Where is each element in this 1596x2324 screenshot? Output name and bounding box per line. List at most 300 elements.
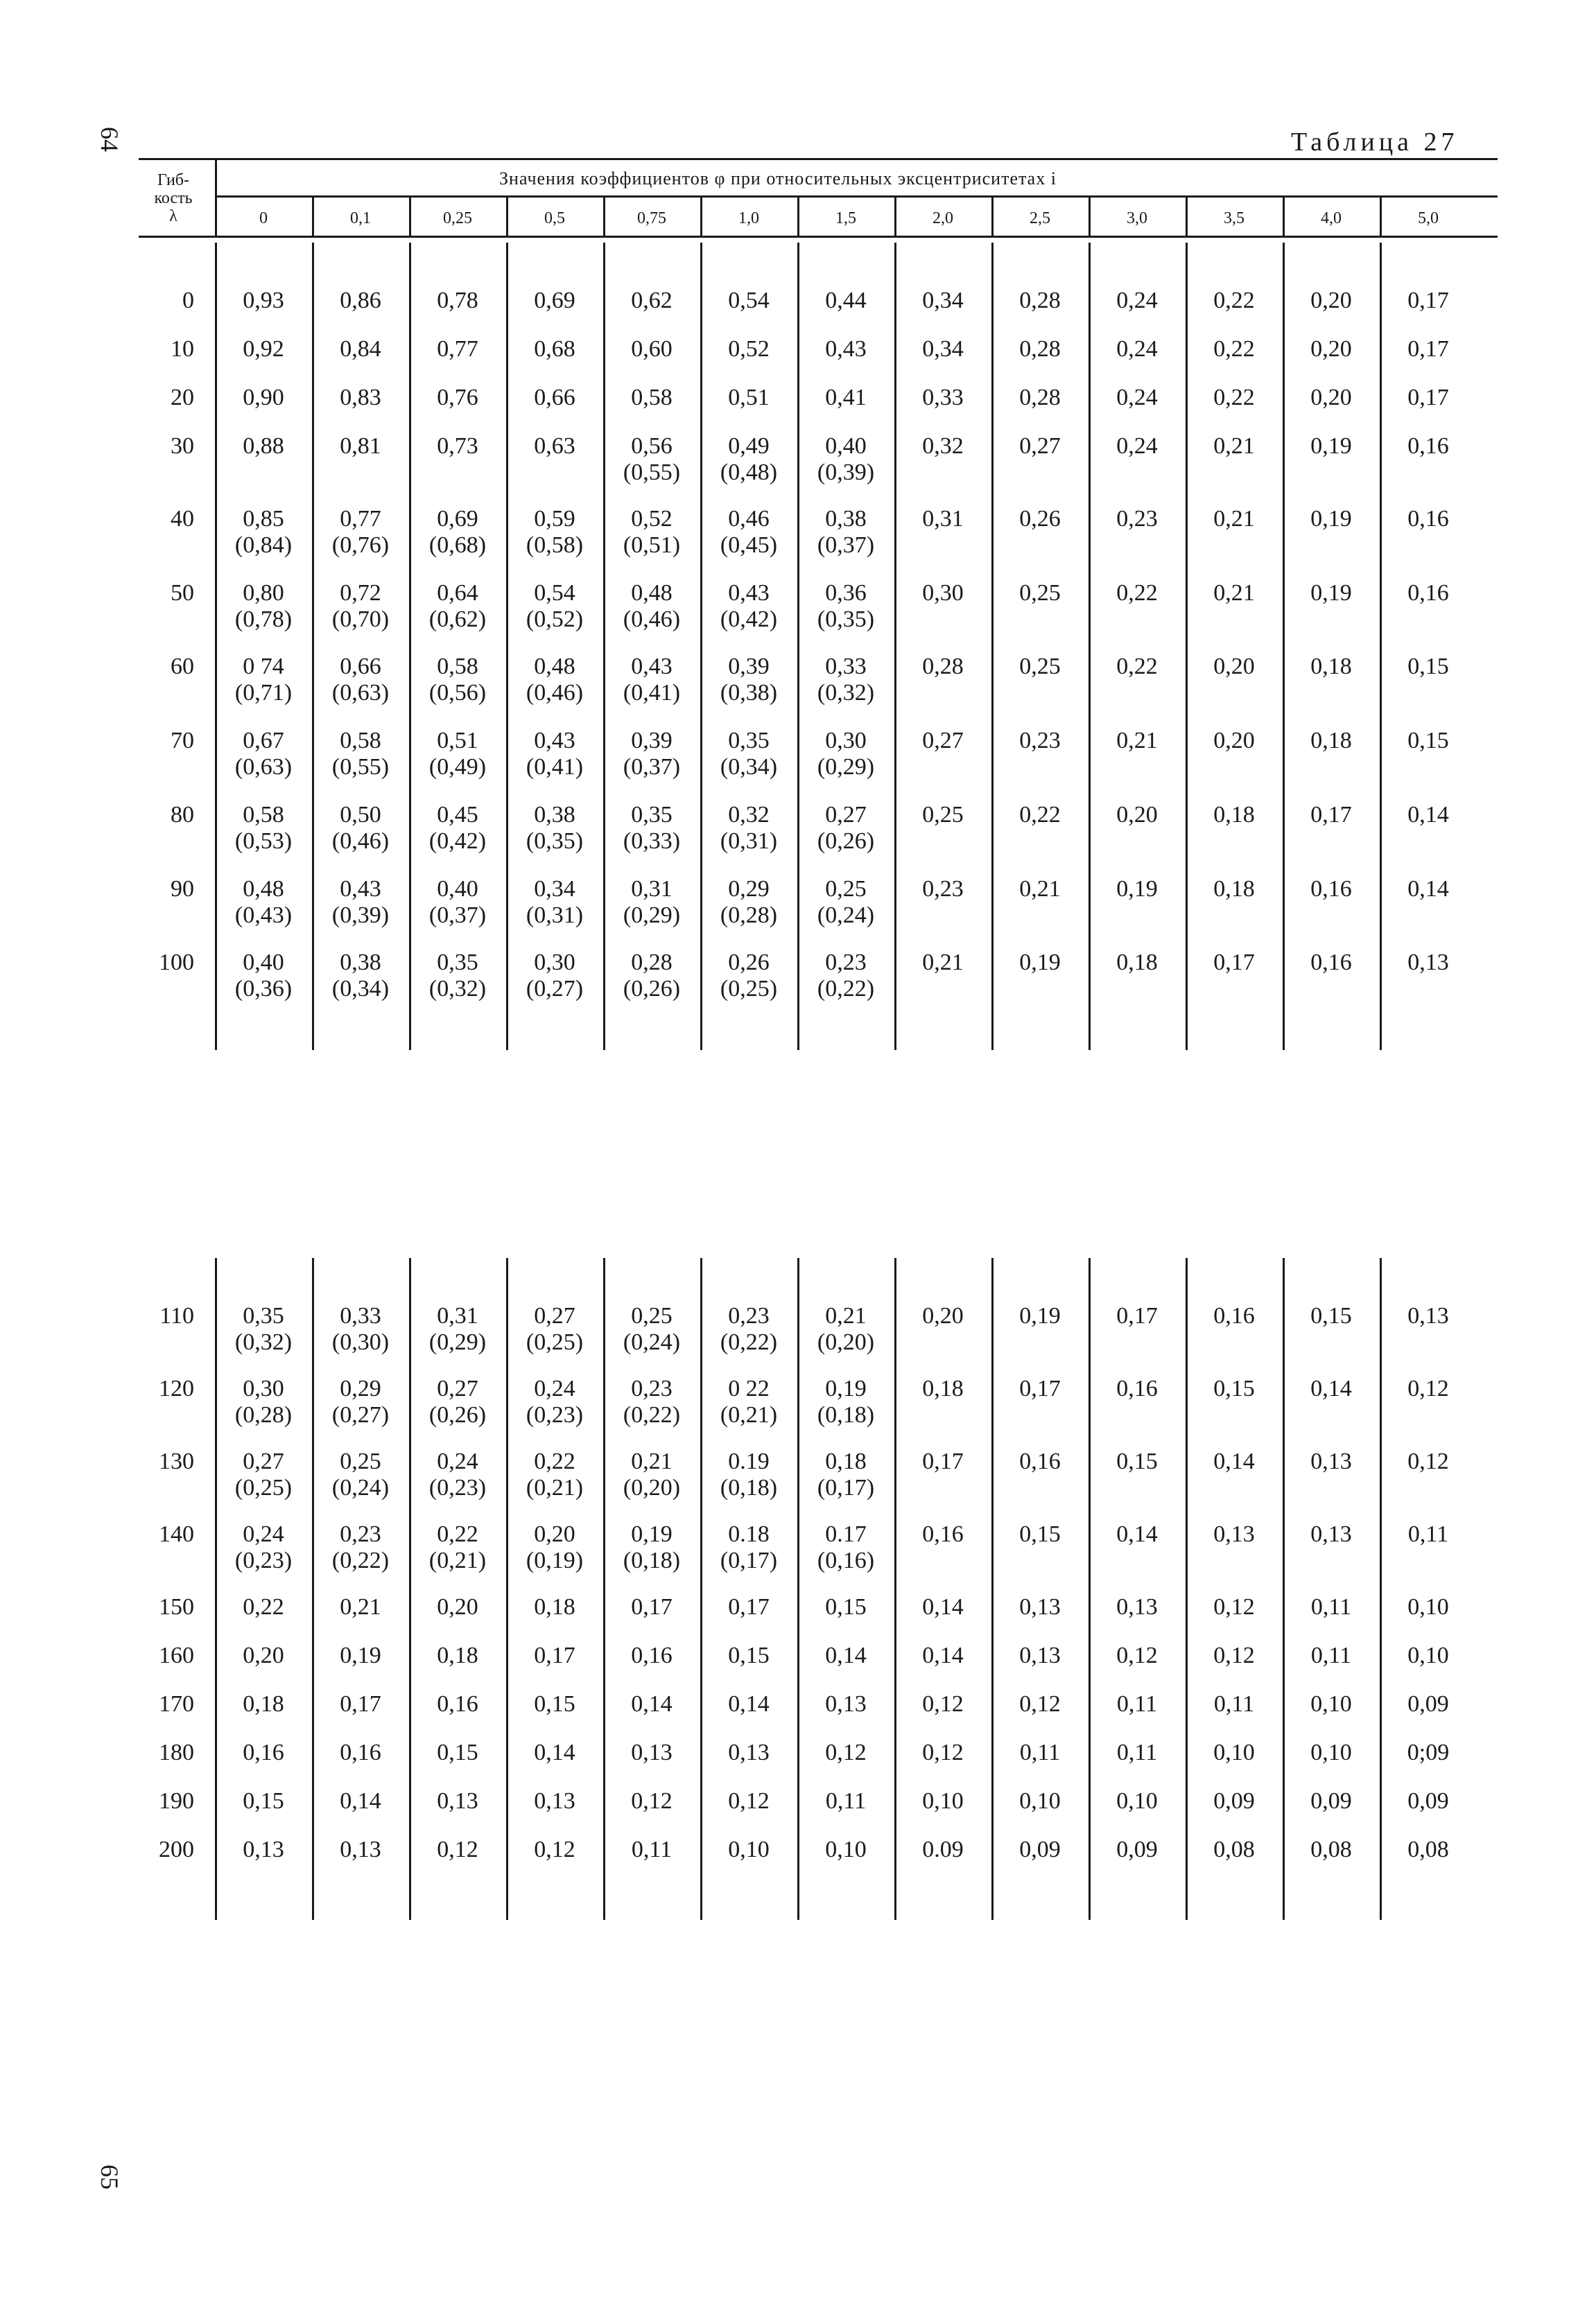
cell-value: 0,84	[340, 336, 381, 362]
table-cell	[312, 433, 409, 460]
table-cell	[797, 1594, 894, 1620]
table-cell	[409, 950, 506, 1002]
cell-value: 0,43	[340, 876, 381, 902]
table-cell	[991, 950, 1088, 976]
table-cell	[1186, 1449, 1283, 1475]
table-cell	[991, 580, 1088, 606]
cell-value: 0,11	[1407, 1521, 1449, 1547]
cell-alt-value: (0,22)	[331, 1548, 390, 1573]
lambda-value: 190	[159, 1788, 194, 1814]
cell-value: 0,23	[922, 876, 964, 902]
table-cell	[700, 336, 797, 362]
table-cell	[1380, 876, 1477, 902]
cell-alt-value: (0,43)	[234, 902, 293, 928]
table-cell	[506, 1521, 603, 1574]
header-column-divider	[506, 198, 508, 237]
cell-alt-value: (0,51)	[623, 532, 681, 558]
table-cell	[1380, 580, 1477, 606]
table-cell	[991, 1788, 1088, 1815]
cell-value: 0,35	[631, 802, 673, 828]
cell-alt-value: (0,24)	[623, 1329, 681, 1355]
cell-value: 0,20	[922, 1303, 964, 1329]
table-cell	[991, 1376, 1088, 1402]
cell-alt-value: (0,31)	[526, 902, 584, 928]
cell-value: 0,21	[825, 1303, 867, 1329]
cell-alt-value: (0,25)	[234, 1475, 293, 1501]
cell-value: 0,13	[825, 1691, 867, 1717]
cell-alt-value: (0,17)	[720, 1548, 778, 1573]
table-cell	[991, 506, 1088, 532]
cell-alt-value: (0,23)	[234, 1548, 293, 1573]
table-cell	[1283, 580, 1380, 606]
cell-value: 0.18	[728, 1521, 770, 1547]
table-cell	[1088, 1740, 1186, 1766]
table-cell	[409, 336, 506, 362]
cell-alt-value: (0,32)	[817, 680, 875, 706]
cell-value: 0,35	[437, 950, 478, 975]
table-cell	[991, 728, 1088, 754]
cell-value: 0,15	[1407, 654, 1449, 679]
cell-alt-value: (0,78)	[234, 606, 293, 632]
cell-alt-value: (0,49)	[428, 754, 487, 780]
table-cell	[506, 1594, 603, 1620]
cell-value: 0,10	[1407, 1594, 1449, 1620]
cell-value: 0,18	[825, 1449, 867, 1474]
table-cell	[409, 1837, 506, 1863]
cell-value: 0,38	[340, 950, 381, 975]
cell-value: 0,12	[728, 1788, 770, 1814]
table-cell	[215, 1521, 312, 1574]
table-cell	[1283, 1788, 1380, 1815]
table-cell	[797, 1643, 894, 1669]
column-divider-part1	[603, 243, 605, 1050]
cell-value: 0,46	[728, 506, 770, 532]
table-cell	[603, 1594, 700, 1620]
cell-value: 0,28	[1019, 336, 1061, 362]
cell-value: 0,14	[631, 1691, 673, 1717]
cell-value: 0,09	[1019, 1837, 1061, 1862]
cell-value: 0,31	[922, 506, 964, 532]
table-cell	[797, 1788, 894, 1815]
cell-value: 0,16	[1407, 433, 1449, 459]
cell-value: 0,13	[534, 1788, 575, 1814]
table-cell	[409, 1740, 506, 1766]
table-cell	[991, 288, 1088, 314]
lambda-value: 200	[159, 1837, 194, 1862]
table-cell	[506, 1740, 603, 1766]
table-cell	[603, 1643, 700, 1669]
cell-alt-value: (0,46)	[623, 606, 681, 632]
stub-divider-part1	[215, 243, 217, 1050]
cell-value: 0,38	[534, 802, 575, 828]
column-divider-part2	[1283, 1258, 1285, 1920]
table-cell	[1088, 1788, 1186, 1815]
cell-value: 0,15	[1407, 728, 1449, 753]
cell-value: 0,34	[922, 288, 964, 313]
cell-alt-value: (0,18)	[720, 1475, 778, 1501]
table-cell	[894, 1643, 991, 1669]
header-bottom-rule	[139, 236, 1498, 238]
table-cell	[797, 876, 894, 929]
table-cell	[1088, 1449, 1186, 1475]
table-cell	[1088, 288, 1186, 314]
table-cell	[1380, 1643, 1477, 1669]
cell-value: 0,22	[1213, 336, 1255, 362]
table-cell	[603, 802, 700, 855]
table-cell	[312, 1691, 409, 1718]
table-cell	[312, 288, 409, 314]
cell-value: 0,17	[1019, 1376, 1061, 1401]
cell-value: 0,18	[922, 1376, 964, 1401]
cell-value: 0,60	[631, 336, 673, 362]
cell-value: 0,17	[1213, 950, 1255, 975]
cell-alt-value: (0,31)	[720, 828, 778, 854]
table-cell	[215, 1303, 312, 1356]
table-cell	[991, 654, 1088, 680]
cell-value: 0,27	[922, 728, 964, 753]
cell-alt-value: (0,21)	[720, 1402, 778, 1428]
table-cell	[215, 288, 312, 314]
cell-value: 0,50	[340, 802, 381, 828]
table-cell	[1380, 336, 1477, 362]
cell-value: 0,11	[1116, 1691, 1158, 1717]
cell-value: 0,14	[728, 1691, 770, 1717]
eccentricity-header: 3,0	[1127, 209, 1147, 227]
table-cell	[1283, 288, 1380, 314]
cell-value: 0,20	[1310, 336, 1352, 362]
cell-value: 0,17	[1310, 802, 1352, 828]
table-cell	[506, 1691, 603, 1718]
table-cell	[1088, 950, 1186, 976]
table-cell	[1380, 728, 1477, 754]
table-cell	[700, 802, 797, 855]
table-cell	[215, 728, 312, 780]
cell-alt-value: (0,20)	[817, 1329, 875, 1355]
column-divider-part2	[312, 1258, 314, 1920]
span-header-rule	[215, 195, 1498, 198]
cell-value: 0,22	[1116, 654, 1158, 679]
table-cell	[1283, 506, 1380, 532]
cell-value: 0,66	[534, 385, 575, 410]
table-cell	[1283, 1740, 1380, 1766]
cell-value: 0,09	[1116, 1837, 1158, 1862]
cell-value: 0,22	[534, 1449, 575, 1474]
cell-value: 0,22	[1019, 802, 1061, 828]
table-cell	[215, 950, 312, 1002]
cell-value: 0,69	[534, 288, 575, 313]
cell-value: 0,13	[340, 1837, 381, 1862]
cell-value: 0,78	[437, 288, 478, 313]
cell-value: 0,19	[825, 1376, 867, 1401]
eccentricity-header: 0	[259, 209, 268, 227]
table-cell	[409, 1521, 506, 1574]
cell-value: 0,21	[1019, 876, 1061, 902]
table-cell	[506, 385, 603, 411]
cell-value: 0,16	[1019, 1449, 1061, 1474]
table-cell	[603, 950, 700, 1002]
header-column-divider	[603, 198, 605, 237]
table-cell	[215, 506, 312, 559]
cell-value: 0,25	[922, 802, 964, 828]
cell-alt-value: (0,26)	[428, 1402, 487, 1428]
table-cell	[797, 1449, 894, 1501]
cell-alt-value: (0,18)	[817, 1402, 875, 1428]
cell-value: 0,14	[1213, 1449, 1255, 1474]
table-cell	[1283, 654, 1380, 680]
table-cell	[215, 336, 312, 362]
cell-value: 0,52	[728, 336, 770, 362]
table-cell	[1283, 876, 1380, 902]
table-cell	[1088, 728, 1186, 754]
header-column-divider	[991, 198, 994, 237]
table-cell	[409, 1691, 506, 1718]
table-cell	[409, 506, 506, 559]
cell-value: 0,26	[728, 950, 770, 975]
cell-value: 0,16	[1310, 950, 1352, 975]
cell-value: 0,24	[243, 1521, 284, 1547]
cell-value: 0,11	[1019, 1740, 1061, 1765]
cell-value: 0,09	[1213, 1788, 1255, 1814]
cell-value: 0,09	[1310, 1788, 1352, 1814]
cell-alt-value: (0,17)	[817, 1475, 875, 1501]
cell-value: 0,28	[1019, 288, 1061, 313]
cell-value: 0,10	[1310, 1740, 1352, 1765]
stub-header-line: λ	[169, 207, 177, 225]
cell-alt-value: (0,22)	[623, 1402, 681, 1428]
cell-value: 0,54	[534, 580, 575, 606]
table-cell	[797, 433, 894, 486]
table-cell	[1283, 336, 1380, 362]
cell-value: 0,18	[1310, 728, 1352, 753]
column-divider-part2	[894, 1258, 896, 1920]
cell-alt-value: (0,24)	[331, 1475, 390, 1501]
column-divider-part1	[1283, 243, 1285, 1050]
cell-alt-value: (0,52)	[526, 606, 584, 632]
cell-value: 0,85	[243, 506, 284, 532]
cell-value: 0,14	[922, 1643, 964, 1668]
column-divider-part1	[797, 243, 799, 1050]
table-cell	[700, 654, 797, 706]
cell-value: 0,24	[1116, 385, 1158, 410]
cell-alt-value: (0,63)	[234, 754, 293, 780]
cell-alt-value: (0,39)	[817, 460, 875, 485]
cell-value: 0,36	[825, 580, 867, 606]
cell-alt-value: (0,45)	[720, 532, 778, 558]
cell-value: 0,10	[1310, 1691, 1352, 1717]
cell-value: 0,24	[534, 1376, 575, 1401]
table-cell	[409, 802, 506, 855]
cell-value: 0,22	[1116, 580, 1158, 606]
cell-value: 0,23	[1019, 728, 1061, 753]
cell-value: 0,16	[1407, 580, 1449, 606]
cell-alt-value: (0,25)	[526, 1329, 584, 1355]
cell-value: 0,63	[534, 433, 575, 459]
stub-divider-header	[215, 158, 217, 237]
cell-value: 0,14	[922, 1594, 964, 1620]
cell-value: 0,24	[437, 1449, 478, 1474]
lambda-value: 40	[171, 506, 194, 532]
cell-value: 0,30	[922, 580, 964, 606]
cell-value: 0,33	[922, 385, 964, 410]
cell-value: 0.19	[728, 1449, 770, 1474]
cell-value: 0,29	[340, 1376, 381, 1401]
cell-value: 0,69	[437, 506, 478, 532]
cell-value: 0,77	[340, 506, 381, 532]
cell-alt-value: (0,22)	[817, 976, 875, 1002]
column-divider-part1	[1380, 243, 1382, 1050]
table-cell	[1088, 876, 1186, 902]
table-cell	[894, 950, 991, 976]
cell-value: 0,19	[340, 1643, 381, 1668]
table-cell	[700, 1594, 797, 1620]
table-cell	[1380, 1449, 1477, 1475]
table-cell	[1283, 1521, 1380, 1548]
column-divider-part2	[1380, 1258, 1382, 1920]
eccentricity-header: 2,0	[933, 209, 953, 227]
cell-alt-value: (0,30)	[331, 1329, 390, 1355]
cell-alt-value: (0,24)	[817, 902, 875, 928]
cell-value: 0,19	[631, 1521, 673, 1547]
eccentricity-header: 4,0	[1321, 209, 1342, 227]
table-cell	[797, 336, 894, 362]
table-cell	[1088, 802, 1186, 828]
lambda-value: 80	[171, 802, 194, 828]
table-cell	[1088, 385, 1186, 411]
cell-value: 0,77	[437, 336, 478, 362]
table-cell	[1380, 1837, 1477, 1863]
cell-value: 0,31	[437, 1303, 478, 1329]
cell-value: 0,10	[1019, 1788, 1061, 1814]
cell-alt-value: (0,33)	[623, 828, 681, 854]
cell-value: 0,20	[1213, 728, 1255, 753]
cell-alt-value: (0,19)	[526, 1548, 584, 1573]
cell-value: 0,81	[340, 433, 381, 459]
table-cell	[409, 1788, 506, 1815]
cell-alt-value: (0,42)	[720, 606, 778, 632]
page-number-top: 64	[96, 127, 123, 152]
table-cell	[700, 1643, 797, 1669]
table-cell	[409, 385, 506, 411]
cell-alt-value: (0,55)	[331, 754, 390, 780]
cell-value: 0,67	[243, 728, 284, 753]
cell-value: 0,13	[1213, 1521, 1255, 1547]
cell-value: 0 74	[243, 654, 284, 679]
cell-alt-value: (0,46)	[526, 680, 584, 706]
cell-value: 0,30	[534, 950, 575, 975]
table-cell	[506, 433, 603, 460]
cell-value: 0,20	[1310, 385, 1352, 410]
cell-alt-value: (0,70)	[331, 606, 390, 632]
column-divider-part2	[603, 1258, 605, 1920]
table-cell	[1186, 1740, 1283, 1766]
column-divider-part2	[506, 1258, 508, 1920]
cell-alt-value: (0,23)	[526, 1402, 584, 1428]
table-cell	[1088, 1643, 1186, 1669]
table-cell	[312, 1788, 409, 1815]
cell-value: 0,58	[243, 802, 284, 828]
cell-alt-value: (0,21)	[428, 1548, 487, 1573]
stub-header-line: Гиб-	[157, 171, 189, 189]
table-cell	[312, 580, 409, 633]
table-cell	[409, 1594, 506, 1620]
table-cell	[991, 802, 1088, 828]
cell-value: 0,28	[1019, 385, 1061, 410]
table-cell	[1088, 654, 1186, 680]
cell-alt-value: (0,21)	[526, 1475, 584, 1501]
cell-value: 0,39	[631, 728, 673, 753]
table-cell	[603, 1521, 700, 1574]
table-cell	[1380, 1594, 1477, 1620]
table-cell	[603, 1788, 700, 1815]
table-cell	[894, 1376, 991, 1402]
table-cell	[991, 1303, 1088, 1329]
header-column-divider	[1283, 198, 1285, 237]
cell-value: 0,12	[1116, 1643, 1158, 1668]
cell-value: 0,58	[437, 654, 478, 679]
table-cell	[797, 1740, 894, 1766]
cell-value: 0,39	[728, 654, 770, 679]
table-cell	[312, 1740, 409, 1766]
cell-alt-value: (0,34)	[331, 976, 390, 1002]
table-cell	[991, 1643, 1088, 1669]
table-cell	[506, 336, 603, 362]
table-cell	[700, 876, 797, 929]
table-cell	[1186, 288, 1283, 314]
table-cell	[700, 728, 797, 780]
cell-value: 0,18	[243, 1691, 284, 1717]
table-cell	[797, 288, 894, 314]
table-cell	[312, 1303, 409, 1356]
table-cell	[991, 876, 1088, 902]
cell-value: 0,10	[825, 1837, 867, 1862]
header-column-divider	[1088, 198, 1091, 237]
span-header-title: Значения коэффициентов φ при относительных эксцентриситетах i	[499, 168, 1057, 189]
table-cell	[1283, 385, 1380, 411]
table-cell	[1380, 802, 1477, 828]
cell-value: 0,16	[631, 1643, 673, 1668]
cell-value: 0,11	[631, 1837, 673, 1862]
cell-value: 0,17	[340, 1691, 381, 1717]
table-cell	[991, 336, 1088, 362]
lambda-value: 70	[171, 728, 194, 753]
table-cell	[1283, 1594, 1380, 1620]
cell-value: 0,20	[534, 1521, 575, 1547]
cell-value: 0,22	[1213, 288, 1255, 313]
column-divider-part1	[1088, 243, 1091, 1050]
cell-value: 0,92	[243, 336, 284, 362]
cell-alt-value: (0,53)	[234, 828, 293, 854]
cell-value: 0,15	[243, 1788, 284, 1814]
header-column-divider	[894, 198, 896, 237]
cell-value: 0,34	[922, 336, 964, 362]
cell-value: 0,14	[534, 1740, 575, 1765]
table-cell	[215, 385, 312, 411]
table-cell	[1380, 654, 1477, 680]
table-cell	[1088, 1691, 1186, 1718]
cell-value: 0,12	[922, 1740, 964, 1765]
table-cell	[894, 1303, 991, 1329]
table-cell	[215, 802, 312, 855]
cell-alt-value: (0,56)	[428, 680, 487, 706]
table-cell	[603, 1303, 700, 1356]
cell-value: 0,28	[631, 950, 673, 975]
table-cell	[894, 288, 991, 314]
cell-value: 0,33	[340, 1303, 381, 1329]
column-divider-part1	[506, 243, 508, 1050]
cell-value: 0,11	[1310, 1643, 1352, 1668]
cell-value: 0,35	[243, 1303, 284, 1329]
cell-value: 0,27	[1019, 433, 1061, 459]
